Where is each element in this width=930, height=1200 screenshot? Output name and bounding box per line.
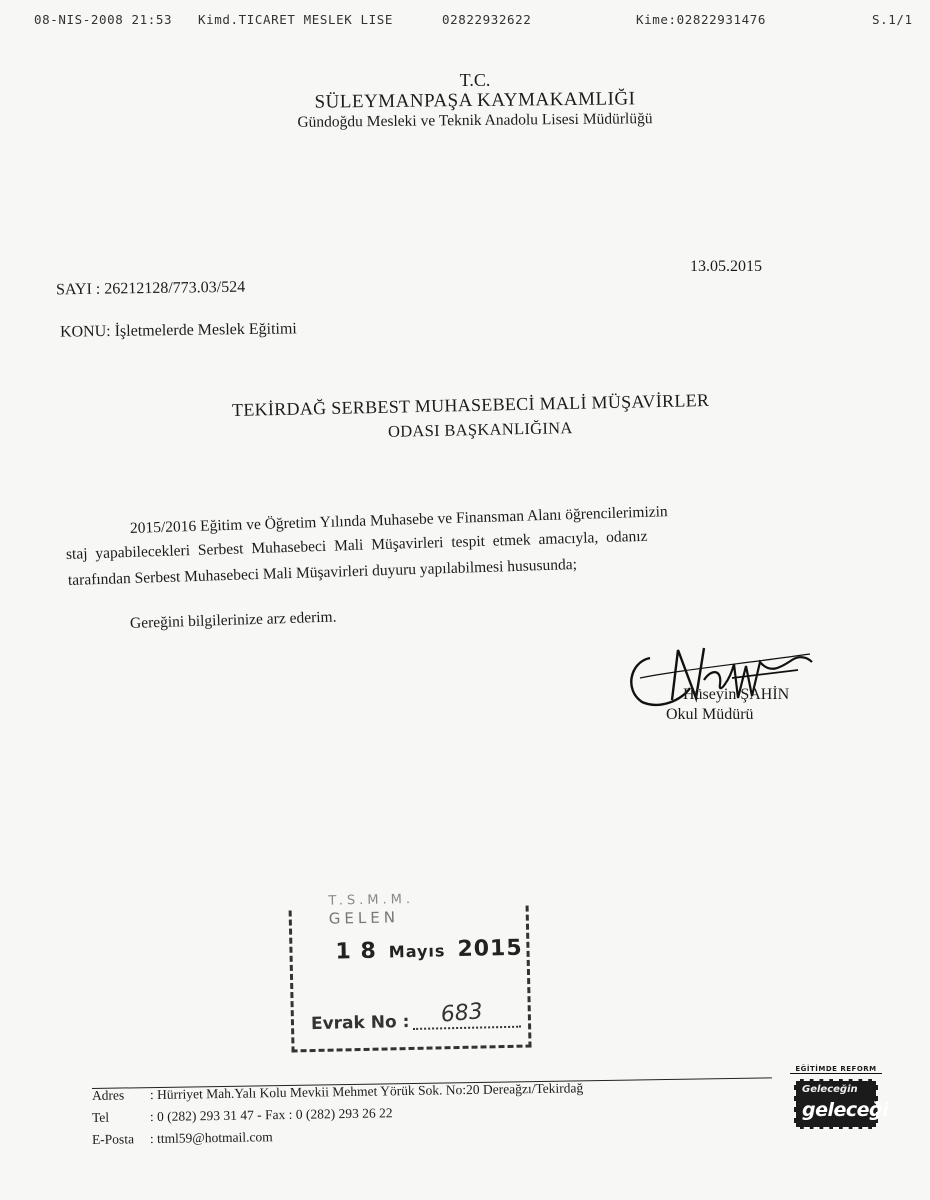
fax-sender-phone: 02822932622 <box>442 12 532 27</box>
logo-top-text: EĞİTİMDE REFORM <box>790 1065 882 1074</box>
body-line-2: staj yapabilecekleri Serbest Muhasebeci Mali Müşavirleri tespit etmek amacıyla, odanız <box>65 527 648 563</box>
reference-number: SAYI : 26212128/773.03/524 <box>55 278 246 299</box>
address-value: : Hürriyet Mah.Yalı Kolu Mevkii Mehmet Yörük Sok. No:20 Dereağzı/Tekirdağ <box>149 1080 584 1103</box>
letter-date: 13.05.2015 <box>690 258 762 275</box>
fax-recipient: Kime:02822931476 <box>636 12 767 27</box>
fax-page: S.1/1 <box>872 12 913 27</box>
email-label: E-Posta <box>91 1131 135 1147</box>
letterhead-tc: T.C. <box>459 70 491 90</box>
stamp-year: 2015 <box>457 935 523 962</box>
recipient-line-1: TEKİRDAĞ SERBEST MUHASEBECİ MALİ MÜŞAVİRLER <box>231 390 710 420</box>
fax-datetime: 08-NIS-2008 21:53 <box>34 12 173 27</box>
logo-line-1: Geleceğin <box>802 1084 858 1095</box>
fax-sender: Kimd.TICARET MESLEK LISE <box>198 12 394 27</box>
incoming-stamp <box>288 891 531 1053</box>
stamp-gelen: GELEN <box>328 908 400 928</box>
stamp-month: Mayıs <box>388 941 446 962</box>
email-value: : ttml59@hotmail.com <box>149 1129 273 1147</box>
letterhead-authority: SÜLEYMANPAŞA KAYMAKAMLIĞI <box>314 88 636 113</box>
stamp-evrak-number: 683 <box>439 999 484 1028</box>
signer-title: Okul Müdürü <box>666 706 754 723</box>
stamp-day: 1 8 <box>335 938 378 965</box>
phone-value: : 0 (282) 293 31 47 - Fax : 0 (282) 293 26 22 <box>149 1105 393 1125</box>
footer-phone <box>92 1105 393 1126</box>
address-label: Adres <box>91 1087 125 1103</box>
body-line-1: 2015/2016 Eğitim ve Öğretim Yılında Muhasebe ve Finansman Alanı öğrencilerimizin <box>129 503 668 537</box>
footer-email <box>92 1129 273 1148</box>
body-line-3: tarafından Serbest Muhasebeci Mali Müşavirleri duyuru yapılabilmesi hususunda; <box>67 556 578 589</box>
stamp-date <box>335 936 523 965</box>
subject-line: KONU: İşletmelerde Meslek Eğitimi <box>59 320 297 341</box>
logo-box <box>794 1079 889 1129</box>
stamp-evrak-label: Evrak No : <box>310 1012 410 1035</box>
signer-name: Hüseyin ŞAHİN <box>683 686 790 703</box>
footer-address <box>92 1080 583 1104</box>
logo-line-2: geleceği <box>802 1099 889 1121</box>
reform-logo <box>790 1065 889 1137</box>
closing-line: Gereğini bilgilerinize arz ederim. <box>129 608 337 632</box>
phone-label: Tel <box>91 1109 110 1125</box>
letterhead-school: Gündoğdu Mesleki ve Teknik Anadolu Lisesi Müdürlüğü <box>297 110 653 131</box>
recipient-line-2: ODASI BAŞKANLIĞINA <box>387 418 573 441</box>
stamp-org: T.S.M.M. <box>328 891 415 909</box>
